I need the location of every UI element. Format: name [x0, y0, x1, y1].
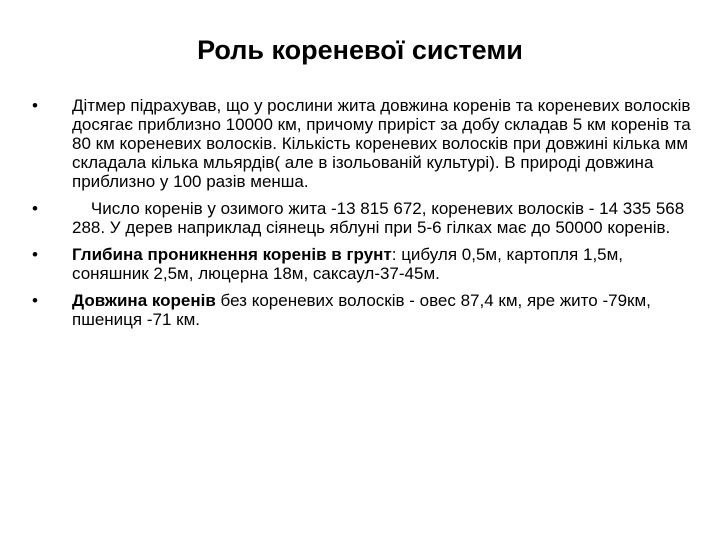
bullet-text: Дітмер підрахував, що у рослини жита довжина коренів та кореневих волосків досягає приблизно 10000 км, причому приріст за добу складав 5 км коренів та 80 км кореневих волосків. Кількість кореневих волосків при довжині кілька мм складала кілька мльярдів( але в ізольованій культурі). В природі довжина приблизно у 100 разів менша. [72, 96, 691, 191]
bullet-dot-icon: • [32, 245, 38, 264]
bullet-item-4 [32, 291, 692, 329]
bullet-list [32, 96, 692, 337]
bullet-item-3 [32, 245, 692, 283]
bullet-item-1 [32, 96, 692, 191]
bullet-item-2 [32, 199, 692, 237]
bullet-dot-icon: • [32, 291, 38, 310]
bullet-bold-text: Глибина проникнення коренів в грунт [72, 245, 392, 264]
bullet-dot-icon: • [32, 96, 38, 115]
slide-title: Роль кореневої системи [197, 35, 523, 65]
bullet-dot-icon: • [32, 199, 38, 218]
bullet-bold-text: Довжина коренів [72, 291, 216, 310]
bullet-text: : цибуля 0,5м, картопля 1,5м, соняшник 2,5м, люцерна 18м, саксаул-37-45м. [72, 245, 624, 283]
bullet-text: Число коренів у озимого жита -13 815 672, кореневих волосків - 14 335 568 288. У дерев наприклад сіянець яблуні при 5-6 гілках має до 50000 коренів. [72, 199, 689, 237]
bullet-text: без кореневих волосків - овес 87,4 км, яре жито -79км, пшениця -71 км. [72, 291, 651, 329]
